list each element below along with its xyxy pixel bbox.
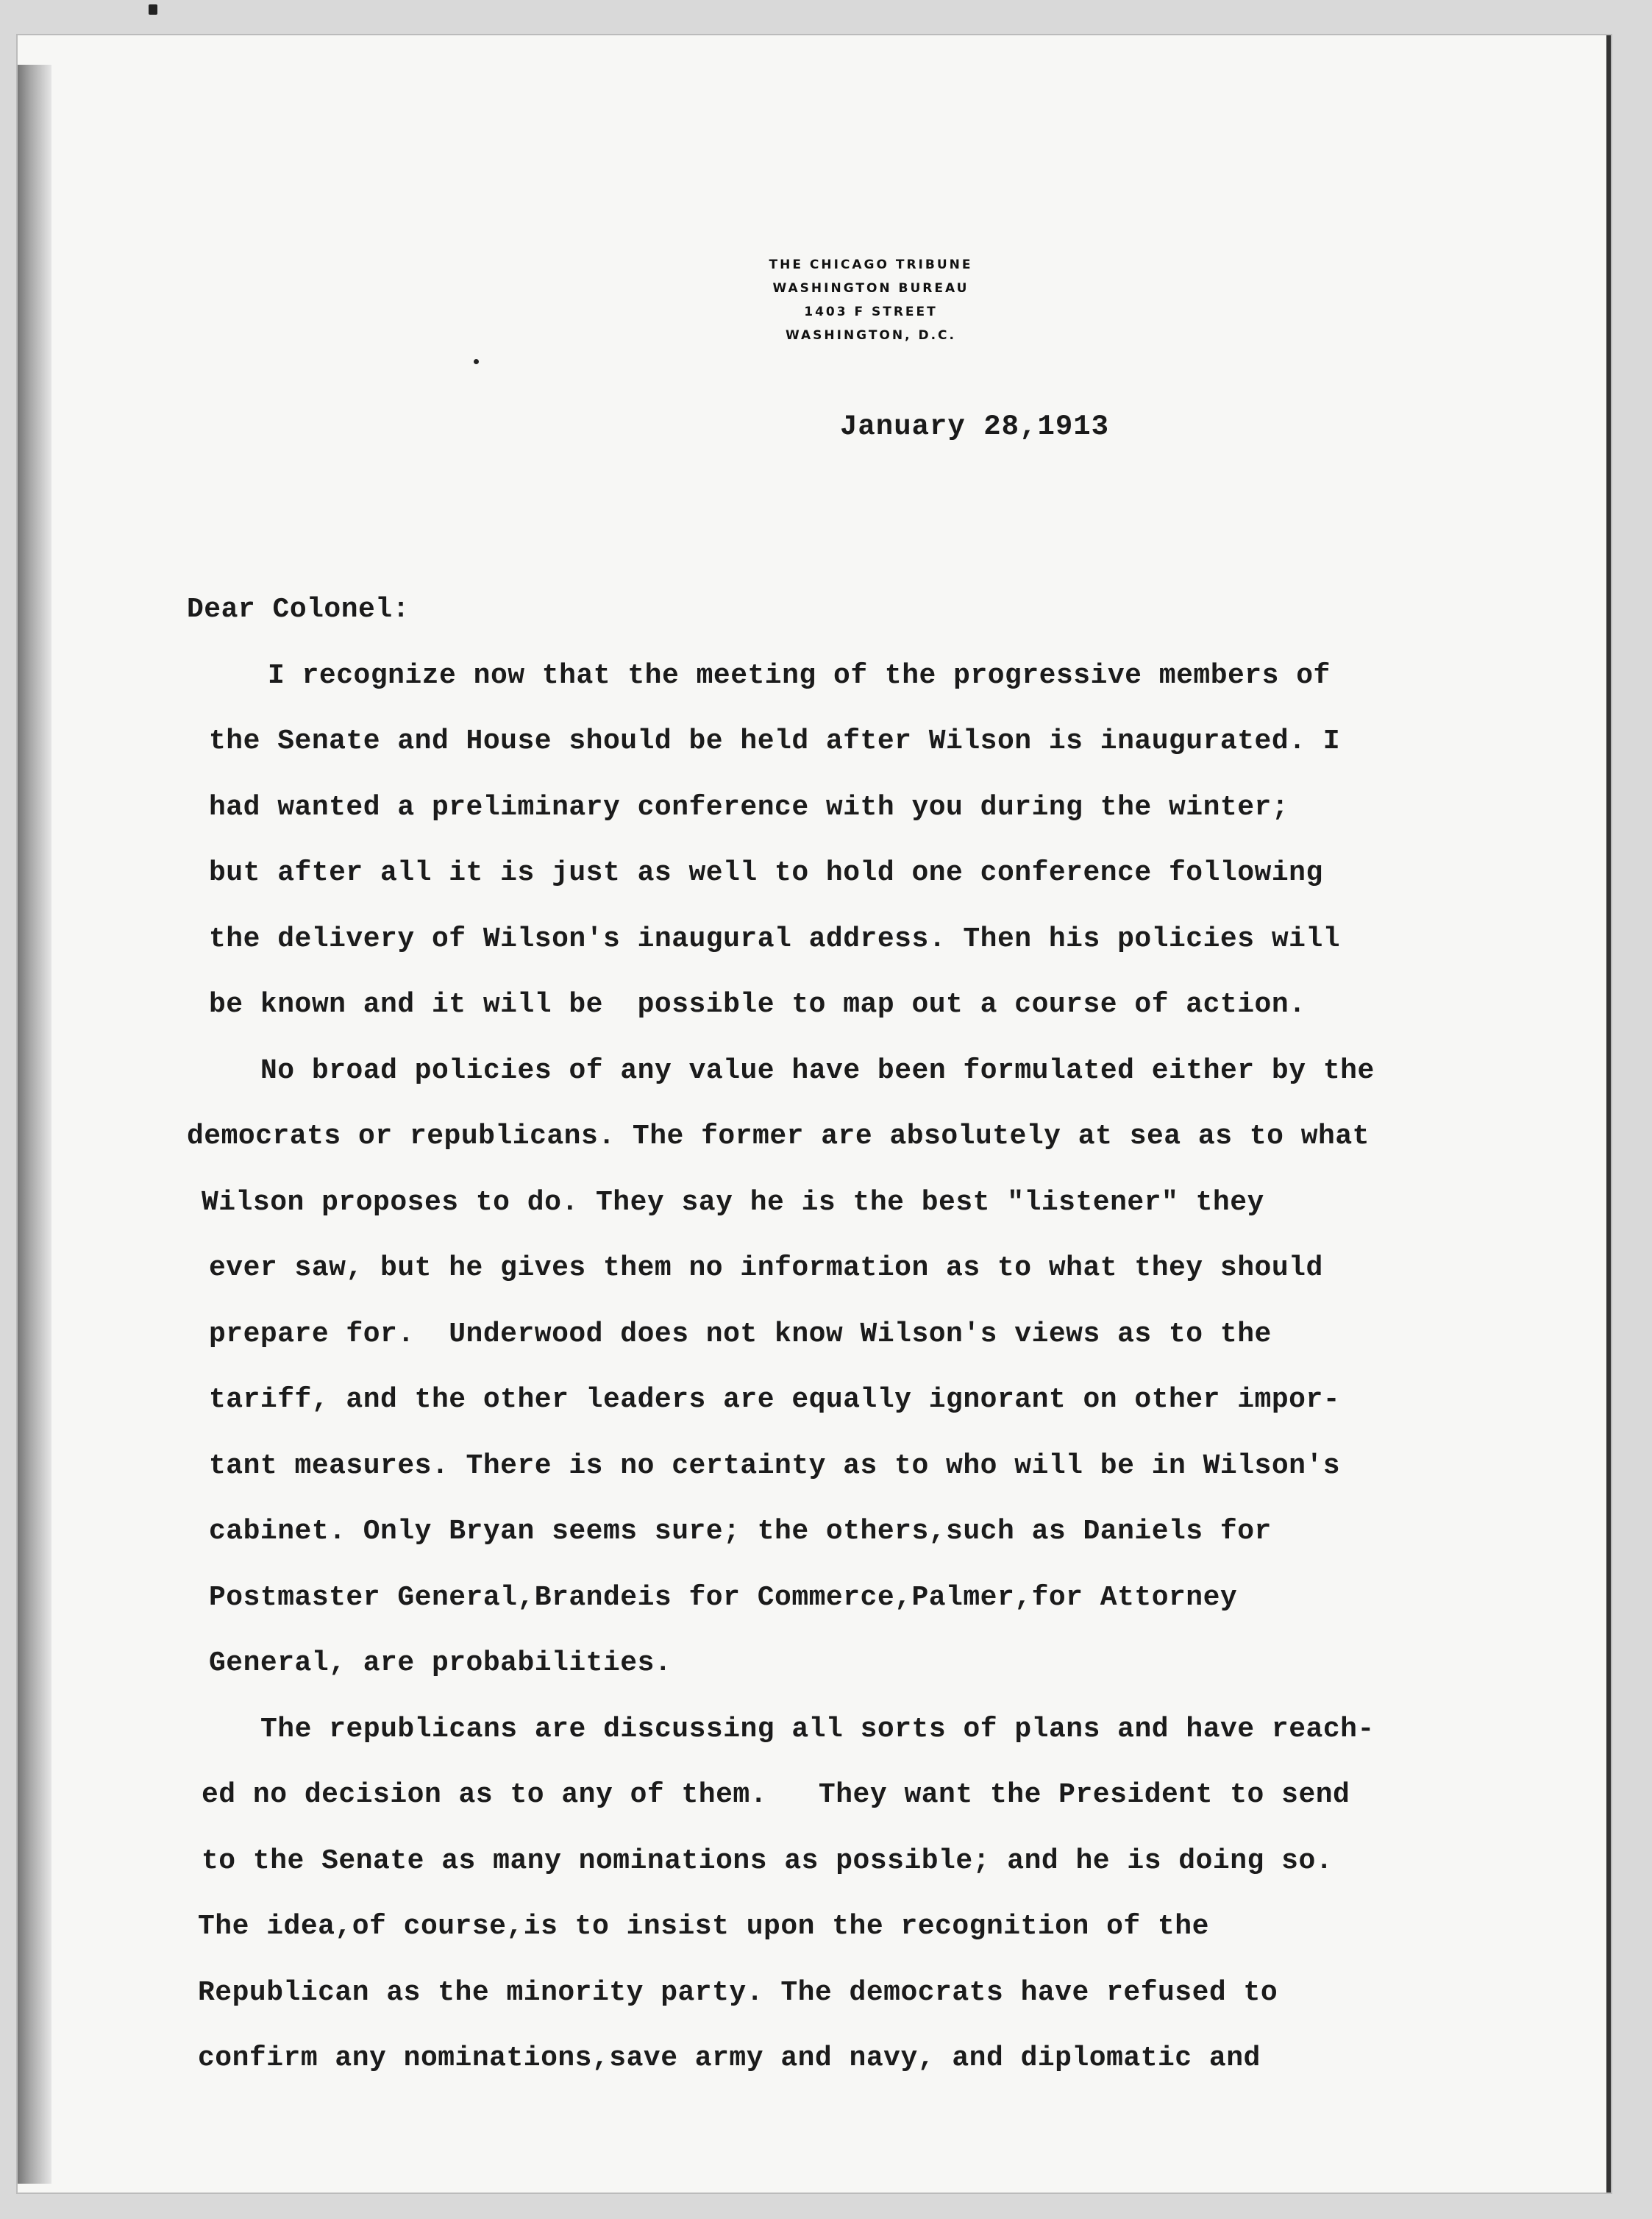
body-line: General, are probabilities.: [209, 1647, 672, 1679]
body-line: had wanted a preliminary conference with you during the winter;: [209, 791, 1289, 823]
body-line: Wilson proposes to do. They say he is the best "listener" they: [202, 1186, 1264, 1218]
body-line: but after all it is just as well to hold one conference following: [209, 857, 1323, 889]
letter-page: [18, 35, 1611, 2193]
letterhead-bureau: WASHINGTON BUREAU: [772, 281, 969, 296]
body-line: ever saw, but he gives them no information as to what they should: [209, 1252, 1323, 1284]
page-right-edge: [1606, 35, 1611, 2193]
body-line: tant measures. There is no certainty as to who will be in Wilson's: [209, 1449, 1341, 1482]
body-line: democrats or republicans. The former are absolutely at sea as to what: [187, 1121, 1370, 1152]
body-line: The republicans are discussing all sorts of plans and have reach-: [260, 1713, 1375, 1745]
body-line: confirm any nominations,save army and navy, and diplomatic and: [198, 2042, 1261, 2074]
page-shadow-edge: [18, 65, 51, 2184]
body-line: ed no decision as to any of them. They want the President to send: [202, 1779, 1350, 1811]
letter-body: [187, 577, 1555, 2092]
body-line: The idea,of course,is to insist upon the recognition of the: [198, 1911, 1209, 1942]
body-line: the Senate and House should be held after Wilson is inaugurated. I: [209, 725, 1341, 757]
body-line: I recognize now that the meeting of the progressive members of: [268, 659, 1331, 692]
letterhead-city: WASHINGTON, D.C.: [786, 328, 956, 343]
body-line: to the Senate as many nominations as possible; and he is doing so.: [202, 1845, 1334, 1877]
salutation: Dear Colonel:: [187, 594, 410, 625]
body-line: Republican as the minority party. The democrats have refused to: [198, 1976, 1278, 2009]
body-line: Postmaster General,Brandeis for Commerce,Palmer,for Attorney: [209, 1581, 1238, 1613]
body-line: prepare for. Underwood does not know Wilson's views as to the: [209, 1318, 1272, 1350]
corner-mark: [149, 4, 157, 15]
ink-speck: [474, 359, 479, 364]
body-line: cabinet. Only Bryan seems sure; the others,such as Daniels for: [209, 1516, 1272, 1547]
letterhead: [577, 253, 1165, 347]
letterhead-street: 1403 F STREET: [804, 305, 938, 319]
letter-date: January 28,1913: [840, 411, 1110, 443]
letterhead-name: THE CHICAGO TRIBUNE: [769, 258, 973, 272]
body-line: tariff, and the other leaders are equally ignorant on other impor-: [209, 1384, 1341, 1416]
body-line: the delivery of Wilson's inaugural address. Then his policies will: [209, 923, 1341, 955]
body-line: No broad policies of any value have been formulated either by the: [260, 1054, 1375, 1087]
body-line: be known and it will be possible to map out a course of action.: [209, 989, 1306, 1020]
